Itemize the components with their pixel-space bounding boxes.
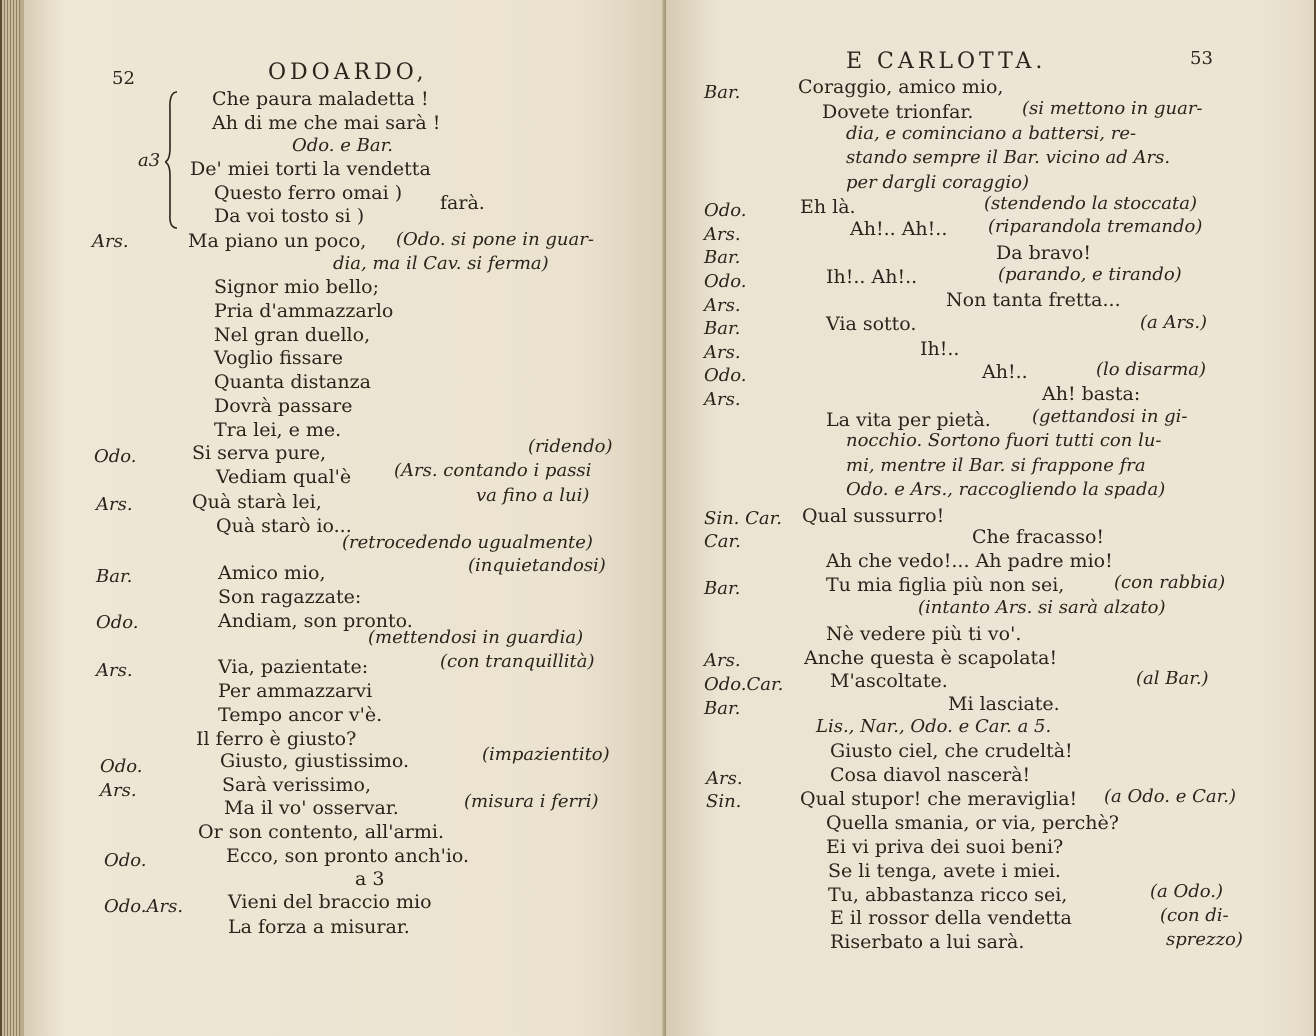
verse-line: Quà starò io... (216, 515, 352, 537)
speaker-label: Car. (704, 531, 741, 552)
verse-line: Ah!.. Ah!.. (850, 218, 948, 240)
verse-line: Andiam, son pronto. (218, 610, 413, 632)
verse-line: Ih!.. (920, 338, 960, 360)
verse-line: Via sotto. (826, 313, 917, 335)
verse-line: Tu mia figlia più non sei, (826, 574, 1065, 596)
speaker-label: Bar. (704, 82, 741, 103)
verse-line: Pria d'ammazzarlo (214, 300, 394, 322)
stage-direction: Odo. e Ars., raccogliendo la spada) (846, 479, 1166, 500)
speaker-label: Ars. (704, 224, 741, 245)
verse-line: Or son contento, all'armi. (198, 821, 444, 843)
verse-line: Eh là. (800, 196, 856, 218)
speaker-label: Ars. (100, 780, 137, 801)
verse-line: Se li tenga, avete i miei. (828, 860, 1061, 882)
stage-direction: mi, mentre il Bar. si frappone fra (846, 455, 1146, 476)
verse-line: Da bravo! (996, 242, 1091, 264)
verse-line: Ah! basta: (1042, 383, 1141, 405)
stage-direction: (al Bar.) (1136, 668, 1209, 689)
verse-line: farà. (440, 192, 485, 214)
speaker-label: Ars. (704, 295, 741, 316)
verse-line: Qual sussurro! (802, 505, 945, 527)
verse-line: Ih!.. Ah!.. (826, 266, 918, 288)
speaker-label: Ars. (96, 494, 133, 515)
verse-line: Ma piano un poco, (188, 230, 367, 252)
right-page-number: 53 (1190, 48, 1213, 69)
stage-direction: (lo disarma) (1096, 359, 1207, 380)
speaker-label: Odo.Ars. (104, 896, 184, 917)
stage-direction: (mettendosi in guardia) (368, 627, 584, 648)
speaker-label: Odo. (704, 200, 747, 221)
stage-direction: (Ars. contando i passi (394, 460, 592, 481)
verse-line: Tu, abbastanza ricco sei, (828, 884, 1068, 906)
verse-line: Da voi tosto si ) (214, 205, 365, 227)
verse-line: Che paura maladetta ! (212, 88, 429, 110)
speaker-label: Sin. (706, 791, 742, 812)
verse-line: Qual stupor! che meraviglia! (800, 788, 1078, 810)
speaker-label: Odo.Car. (704, 674, 784, 695)
speaker-label: Odo. (704, 365, 747, 386)
stage-direction: (con di- (1160, 905, 1229, 926)
verse-line: Vieni del braccio mio (228, 891, 432, 913)
verse-line: Che fracasso! (972, 526, 1105, 548)
verse-line: E il rossor della vendetta (830, 907, 1072, 929)
verse-line: Amico mio, (218, 562, 326, 584)
verse-line: M'ascoltate. (830, 670, 948, 692)
speaker-label: Odo. (100, 756, 143, 777)
speaker-label: Sin. Car. (704, 508, 782, 529)
verse-line: Anche questa è scapolata! (804, 647, 1058, 669)
verse-line: Mi lasciate. (948, 693, 1060, 715)
speaker-label: Bar. (704, 578, 741, 599)
verse-line: Quà starà lei, (192, 491, 322, 513)
stage-direction: (impazientito) (482, 744, 610, 765)
speaker-label: Bar. (704, 318, 741, 339)
verse-line: Vediam qual'è (216, 466, 352, 488)
verse-line: Ma il vo' osservar. (224, 797, 399, 819)
verse-line: Quella smania, or via, perchè? (826, 812, 1119, 834)
stage-direction: (retrocedendo ugualmente) (342, 532, 593, 553)
stage-direction: va fino a lui) (476, 485, 590, 506)
verse-line: Via, pazientate: (218, 656, 369, 678)
stage-direction: (stendendo la stoccata) (984, 193, 1197, 214)
verse-line: Cosa diavol nascerà! (830, 764, 1031, 786)
verse-line: La forza a misurar. (228, 916, 410, 938)
stage-direction: dia, e cominciano a battersi, re- (846, 123, 1137, 144)
stage-direction: (a Ars.) (1140, 312, 1208, 333)
stage-direction: (gettandosi in gi- (1032, 406, 1188, 427)
verse-line: Questo ferro omai ) (214, 182, 403, 204)
stage-direction: Odo. e Bar. (292, 135, 393, 156)
speaker-label: Ars. (706, 768, 743, 789)
verse-line: Ei vi priva dei suoi beni? (826, 836, 1064, 858)
stage-direction: (con tranquillità) (440, 651, 595, 672)
verse-line: Tempo ancor v'è. (218, 704, 383, 726)
speaker-label: Ars. (704, 389, 741, 410)
stage-direction: (a Odo. e Car.) (1104, 786, 1236, 807)
stage-direction: Lis., Nar., Odo. e Car. a 5. (816, 716, 1052, 737)
verse-line: Dovrà passare (214, 395, 353, 417)
verse-line: Ah che vedo!... Ah padre mio! (826, 550, 1113, 572)
verse-line: Nè vedere più ti vo'. (826, 623, 1022, 645)
speaker-label: Odo. (96, 612, 139, 633)
speaker-label: Bar. (704, 698, 741, 719)
stage-direction: (ridendo) (528, 436, 613, 457)
right-running-header: E CARLOTTA. (846, 49, 1047, 74)
stage-direction: nocchio. Sortono fuori tutti con lu- (846, 430, 1162, 451)
stage-direction: dia, ma il Cav. si ferma) (333, 253, 549, 274)
verse-line: Sarà verissimo, (222, 774, 372, 796)
stage-direction: stando sempre il Bar. vicino ad Ars. (846, 147, 1171, 168)
verse-line: Giusto, giustissimo. (220, 750, 410, 772)
stage-direction: sprezzo) (1166, 929, 1243, 950)
speaker-label: Odo. (704, 271, 747, 292)
verse-line: Per ammazzarvi (218, 680, 373, 702)
stage-direction: (a Odo.) (1150, 881, 1224, 902)
verse-line: Dovete trionfar. (822, 101, 974, 123)
verse-line: Son ragazzate: (218, 586, 362, 608)
verse-line: De' miei torti la vendetta (190, 158, 431, 180)
speaker-label: a3 (138, 150, 161, 171)
verse-line: Voglio fissare (214, 347, 344, 369)
verse-line: Ah di me che mai sarà ! (212, 112, 441, 134)
verse-line: Giusto ciel, che crudeltà! (830, 740, 1073, 762)
brace-mark (165, 90, 179, 230)
verse-line: Il ferro è giusto? (196, 728, 357, 750)
stage-direction: (parando, e tirando) (998, 264, 1182, 285)
verse-line: Si serva pure, (192, 442, 327, 464)
verse-line: Tra lei, e me. (214, 419, 342, 441)
stage-direction: per dargli coraggio) (846, 172, 1030, 193)
left-running-header: ODOARDO, (268, 60, 428, 85)
verse-line: a 3 (355, 868, 385, 890)
verse-line: Nel gran duello, (214, 324, 371, 346)
stage-direction: (misura i ferri) (464, 791, 599, 812)
speaker-label: Odo. (94, 446, 137, 467)
verse-line: La vita per pietà. (826, 409, 991, 431)
verse-line: Ecco, son pronto anch'io. (226, 845, 470, 867)
stage-direction: (intanto Ars. si sarà alzato) (918, 597, 1166, 618)
speaker-label: Ars. (704, 342, 741, 363)
left-page-number: 52 (112, 68, 135, 89)
stage-direction: (con rabbia) (1114, 572, 1226, 593)
stage-direction: (Odo. si pone in guar- (396, 229, 594, 250)
verse-line: Coraggio, amico mio, (798, 76, 1004, 98)
stage-direction: (inquietandosi) (468, 555, 606, 576)
verse-line: Ah!.. (982, 361, 1028, 383)
stage-direction: (si mettono in guar- (1022, 98, 1203, 119)
verse-line: Quanta distanza (214, 371, 371, 393)
speaker-label: Ars. (704, 650, 741, 671)
verse-line: Riserbato a lui sarà. (830, 931, 1025, 953)
speaker-label: Ars. (96, 660, 133, 681)
speaker-label: Odo. (104, 850, 147, 871)
stage-direction: (riparandola tremando) (988, 216, 1203, 237)
verse-line: Non tanta fretta... (946, 289, 1121, 311)
speaker-label: Bar. (96, 566, 133, 587)
verse-line: Signor mio bello; (214, 276, 380, 298)
page-edges (2, 0, 20, 1036)
speaker-label: Ars. (92, 231, 129, 252)
speaker-label: Bar. (704, 247, 741, 268)
